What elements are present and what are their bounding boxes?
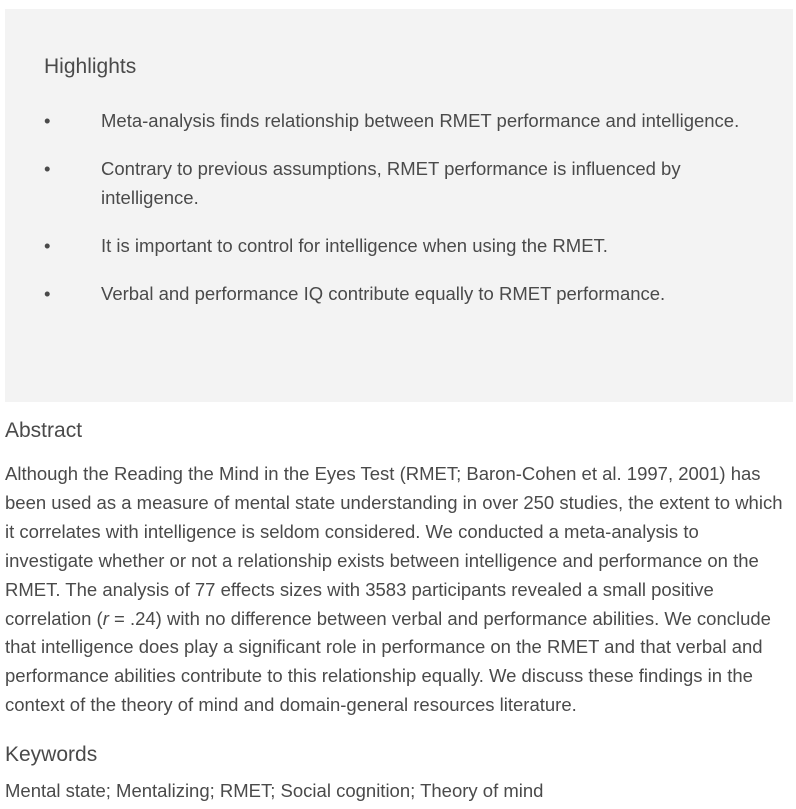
highlight-item (44, 154, 753, 212)
abstract-text-part2: = .24) with no difference between verbal and performance abilities. We conclude that intelligence does play a significant role in performance on the RMET and that verbal and performance abilities contribute to this relationship equally. We discuss these findings in the context of the theory of mind and domain-general resources literature. (5, 607, 771, 716)
keywords-section (5, 740, 791, 805)
highlight-text: Meta-analysis finds relationship between RMET performance and intelligence. (101, 110, 740, 131)
keywords-title: Keywords (5, 743, 98, 766)
highlights-list (44, 106, 753, 308)
bullet-icon: • (44, 283, 51, 304)
highlight-item (44, 279, 753, 308)
abstract-text-italic: r (102, 607, 109, 629)
highlights-box (5, 9, 793, 402)
highlights-title: Highlights (44, 55, 137, 78)
highlight-text: Verbal and performance IQ contribute equally to RMET performance. (101, 283, 666, 304)
bullet-icon: • (44, 110, 51, 131)
bullet-icon: • (44, 158, 51, 179)
abstract-text-part1: Although the Reading the Mind in the Eyes Test (RMET; Baron-Cohen et al. 1997, 2001) has been used as a measure of mental state understanding in over 250 studies, the extent to which it correlates with intelligence is seldom considered. We conducted a meta-analysis to investigate whether or not a relationship exists between intelligence and performance on the RMET. The analysis of 77 effects sizes with 3583 participants revealed a small positive correlation ( (5, 463, 783, 629)
keywords-text: Mental state; Mentalizing; RMET; Social cognition; Theory of mind (5, 780, 544, 801)
highlight-item (44, 231, 753, 260)
highlight-item (44, 106, 753, 135)
abstract-text (5, 460, 791, 720)
abstract-title: Abstract (5, 419, 83, 442)
highlight-text: It is important to control for intelligence when using the RMET. (101, 235, 608, 256)
abstract-section (5, 416, 791, 720)
highlight-text: Contrary to previous assumptions, RMET performance is influenced by intelligence. (101, 158, 681, 208)
bullet-icon: • (44, 235, 51, 256)
